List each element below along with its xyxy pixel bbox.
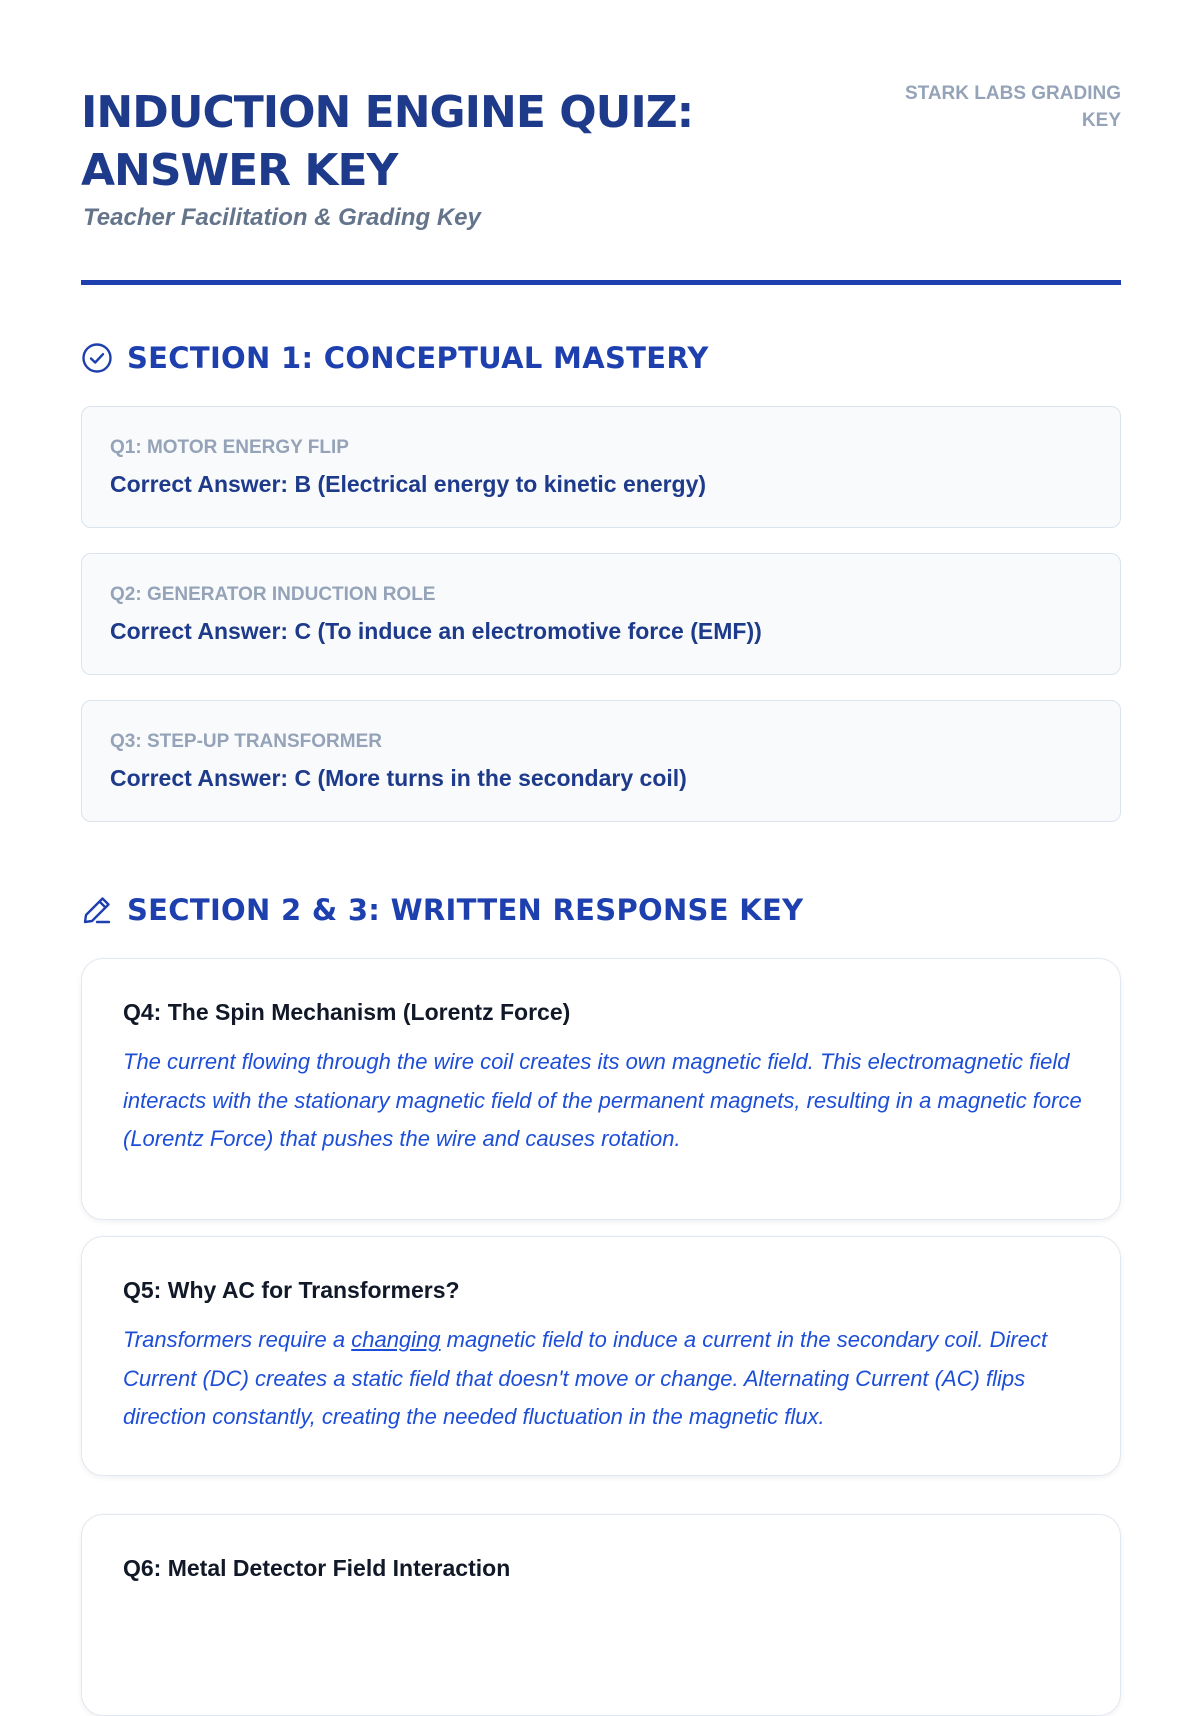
correct-answer: Correct Answer: C (To induce an electromotive force (EMF)) (110, 618, 762, 644)
answer-text-start: Transformers require a (123, 1327, 352, 1352)
document-header (81, 84, 1121, 284)
answer-key-page (81, 0, 1121, 1600)
correct-answer: Correct Answer: C (More turns in the secondary coil) (110, 765, 687, 791)
check-circle-icon (81, 342, 113, 374)
question-label: Q1: MOTOR ENERGY FLIP (110, 437, 349, 458)
answer-text-end: magnetic field to induce a current in the secondary coil. Direct Current (DC) creates a static field that doesn't move or change. Alternating Current (AC) flips direction constantly, creating the needed fluctuation in the magnetic flux. (123, 1327, 1048, 1429)
answer-box-q1 (81, 406, 1121, 528)
answer-box-q3 (81, 700, 1121, 822)
response-question-title: Q6: Metal Detector Field Interaction (123, 1555, 511, 1581)
page-title: INDUCTION ENGINE QUIZ: ANSWER KEY (81, 87, 694, 196)
section-2-3-heading (81, 890, 1121, 930)
org-label: STARK LABS GRADING KEY (904, 83, 1121, 131)
section-2-3-title: SECTION 2 & 3: WRITTEN RESPONSE KEY (127, 893, 804, 927)
response-card-q4 (81, 958, 1121, 1220)
header-divider (81, 280, 1121, 285)
response-question-title: Q5: Why AC for Transformers? (123, 1277, 460, 1303)
answer-emphasis: changing (351, 1327, 441, 1352)
response-card-q6 (81, 1514, 1121, 1716)
model-answer (123, 1321, 1083, 1437)
page-subtitle: Teacher Facilitation & Grading Key (83, 204, 481, 231)
correct-answer: Correct Answer: B (Electrical energy to kinetic energy) (110, 471, 707, 497)
question-label: Q2: GENERATOR INDUCTION ROLE (110, 584, 436, 605)
pencil-icon (81, 894, 113, 926)
section-1-title: SECTION 1: CONCEPTUAL MASTERY (127, 341, 709, 375)
question-label: Q3: STEP-UP TRANSFORMER (110, 731, 383, 752)
section-1-heading (81, 338, 1121, 378)
model-answer: The current flowing through the wire coil creates its own magnetic field. This electromagnetic field interacts with the stationary magnetic field of the permanent magnets, resulting in a magnetic force (Lorentz Force) that pushes the wire and causes rotation. (123, 1049, 1082, 1151)
response-question-title: Q4: The Spin Mechanism (Lorentz Force) (123, 999, 571, 1025)
answer-box-q2 (81, 553, 1121, 675)
response-card-q5 (81, 1236, 1121, 1476)
